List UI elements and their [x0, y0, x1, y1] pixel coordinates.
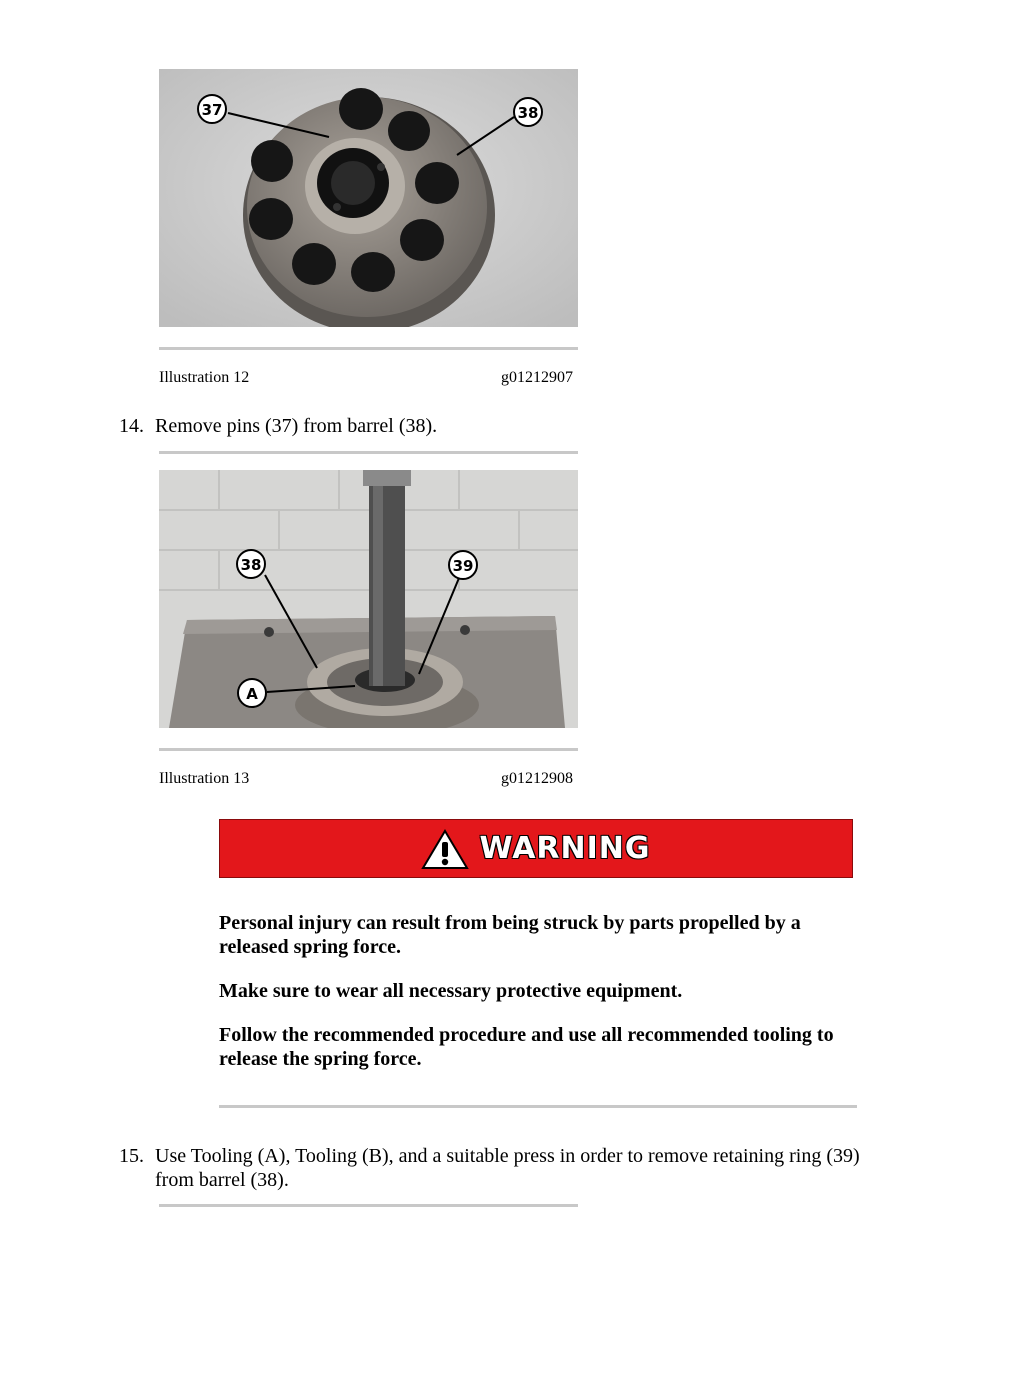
divider — [159, 451, 578, 454]
warning-text-3 — [219, 1023, 859, 1071]
warning-line: release the spring force. — [219, 1048, 422, 1070]
callout-A: A — [246, 685, 258, 703]
step-text — [155, 1144, 915, 1192]
illustration-12-label: Illustration 12 — [159, 369, 250, 386]
divider — [159, 347, 578, 350]
step-text: Remove pins (37) from barrel (38). — [155, 415, 438, 437]
step-text-line: from barrel (38). — [155, 1169, 289, 1191]
step-number: 14. — [119, 415, 144, 437]
step-text-line: Use Tooling (A), Tooling (B), and a suitable press in order to remove retaining ring (39) — [155, 1145, 860, 1167]
step-number: 15. — [119, 1145, 144, 1167]
warning-text-2: Make sure to wear all necessary protective equipment. — [219, 980, 683, 1002]
callout-38: 38 — [240, 556, 262, 574]
warning-line: Personal injury can result from being struck by parts propelled by a — [219, 912, 801, 934]
illustration-12-code: g01212907 — [501, 369, 573, 386]
illustration-13-photo — [159, 470, 578, 728]
warning-title: WARNING — [479, 831, 651, 866]
warning-triangle-icon — [421, 828, 469, 870]
callout-38: 38 — [517, 104, 539, 122]
callout-37: 37 — [201, 101, 223, 119]
callout-39: 39 — [452, 557, 474, 575]
illustration-13-code: g01212908 — [501, 770, 573, 787]
divider — [219, 1105, 857, 1108]
warning-line: released spring force. — [219, 936, 402, 958]
illustration-13-label: Illustration 13 — [159, 770, 250, 787]
warning-banner — [219, 819, 853, 878]
divider — [159, 1204, 578, 1207]
divider — [159, 748, 578, 751]
warning-line: Follow the recommended procedure and use all recommended tooling to — [219, 1024, 834, 1046]
illustration-12-photo — [159, 69, 578, 327]
warning-text-1 — [219, 911, 859, 959]
